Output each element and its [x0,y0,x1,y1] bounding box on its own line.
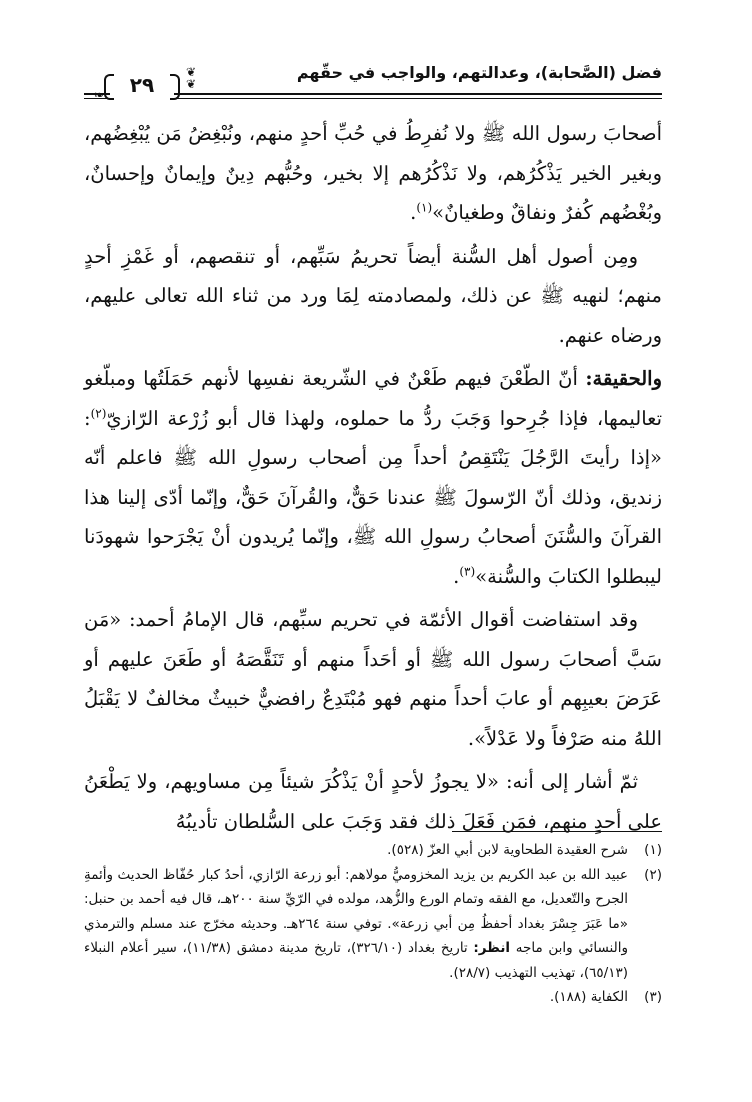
footnote-text: الكفاية (١٨٨). [549,989,628,1005]
running-title: فضل (الصَّحابة)، وعدالتهم، والواجب في حقّهم [296,63,662,82]
paragraph [84,359,662,596]
footnote-lead: انظر: [473,940,511,956]
paragraph-text: أصحابَ رسول الله ﷺ ولا نُفرِطُ في حُبِّ أحدٍ منهم، ونُبْغِضُ مَن يُبْغِضُهم، وبغير الخير يَذْكُرُهم، ولا نَذْكُرُهم إلا بخير، وحُبُّهم دِينٌ وإيمانٌ وإحسانٌ، وبُغْضُهم كُفرٌ ونفاقٌ وطغيانٌ» [84,122,662,224]
footnotes [84,838,662,1010]
footnote [84,863,662,986]
footnote [84,985,662,1010]
footnote-text-block [84,863,628,986]
paragraph [84,762,662,841]
footnote-number: (٢) [644,866,662,883]
page-number: ٢٩ [110,70,174,100]
paragraph-text: ومِن أصول أهل السُّنة أيضاً تحريمُ سَبِّهم، أو تنقصهم، أو غَمْزِ أحدٍ منهم؛ لنهيه ﷺ عن ذلك، ولمصادمته لِمَا ورد من ثناء الله تعالى عليهم، ورضاه عنهم. [84,244,662,347]
footnote-number: (١) [644,842,662,858]
paragraph-text: أنّ الطّعْنَ فيهم طَعْنٌ في الشّريعة نفسِها لأنهم حَمَلَتُها ومبلّغو تعاليمها، فإذا جُرِحوا وَجَبَ ردُّ ما حملوه، ولهذا قال أبو زُرْعة الرّازيّ [84,367,662,430]
paragraph-text: ثمّ أشار إلى أنه: «لا يجوزُ لأحدٍ أنْ يَذْكُرَ شيئاً مِن مساويهم، ولا يَطْعَنُ على أحدٍ منهم، فمَن فَعَلَ ذلك فقد وَجَبَ على السُّلطان تأديبُهُ [84,770,662,833]
footnote-ref[interactable]: (٣) [459,564,476,578]
paragraph-tail: . [453,564,460,588]
paragraph [84,114,662,233]
paragraph [84,600,662,758]
ornament-icon: ❦ ❦ [185,65,196,91]
footnote [84,838,662,863]
paragraph-text-continued: : «إذا رأيتَ الرَّجُلَ يَنْتَقِصُ أحداً مِن أصحاب رسولِ الله ﷺ فاعلم أنّه زنديق، وذلك أنّ الرّسولَ ﷺ عندنا حَقٌّ، والقُرآنَ حَقٌّ، وإنّما أدّى إلينا هذا القرآنَ والسُّنَنَ أصحابُ رسولِ الله ﷺ، وإنّما يُريدون أنْ يَجْرَحوا شهودَنا ليبطلوا الكتابَ والسُّنة» [84,406,662,588]
footnote-text-continued: تاريخ بغداد (٣٢٦/١٠)، تاريخ مدينة دمشق (١١/٣٨)، سير أعلام النبلاء (٦٥/١٣)، تهذيب التهذيب (٢٨/٧). [84,940,628,981]
footnote-text: شرح العقيدة الطحاوية لابن أبي العزّ (٥٢٨). [387,842,628,858]
ornament-icon: ❧ [93,88,104,102]
paragraph-text: وقد استفاضت أقوال الأئمّة في تحريم سبِّهم، قال الإمامُ أحمد: «مَن سَبَّ أصحابَ رسول الله ﷺ أو أحَداً منهم أو تَنَقَّصَهُ أو طَعَنَ عليهم أو عَرَضَ بعيبِهم أو عابَ أحداً منهم فهو مُبْتَدِعٌ رافضيٌّ خبيثٌ مخالفٌ لا يَقْبَلُ اللهُ منه صَرْفاً ولا عَدْلاً». [84,608,662,750]
footnote-separator [452,831,662,832]
footnote-number: (٣) [644,989,662,1005]
footnote-text: عبيد الله بن عبد الكريم بن يزيد المخزوميُّ مولاهم: أبو زرعة الرّازي، أحدُ كبار حُفّاظ الحديث وأئمةِ الجرح والتّعديل، مع الفقه وتمام الورع والزُّهد، مولده في الرّيِّ سنة ٢٠٠هـ، قال فيه أحمد بن حنبل: «ما عَبَرَ جِسْرَ بغداد أحفظُ مِن أبي زرعة». توفي سنة ٢٦٤هـ. وحديثه مخرّج عند مسلم والترمذي والنسائي وابن ماجه [84,866,628,956]
footnote-ref[interactable]: (١) [416,200,433,215]
footnote-ref[interactable]: (٢) [90,406,107,420]
paragraph-lead: والحقيقة: [585,367,662,390]
paragraph [84,237,662,356]
main-text [84,114,662,841]
paragraph-tail: . [410,201,417,224]
